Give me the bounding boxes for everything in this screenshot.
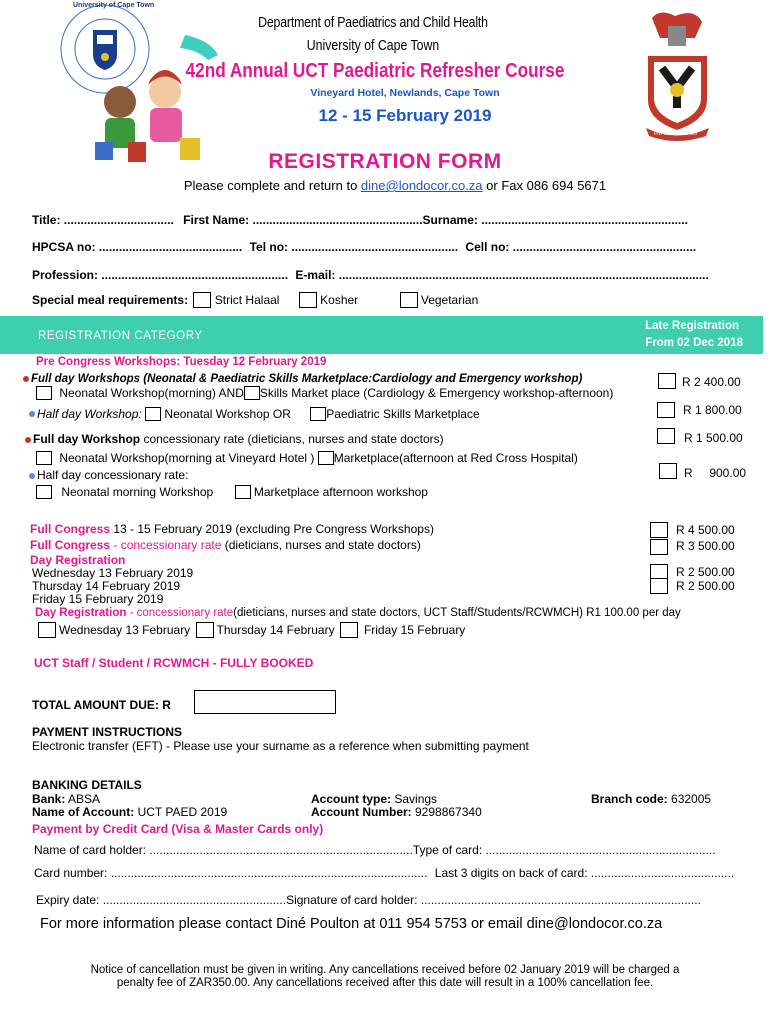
vegetarian-checkbox[interactable] — [400, 292, 418, 308]
card-row-3 — [36, 893, 701, 907]
full-day-workshop-label: Full day Workshops (Neonatal & Paediatric Skills Marketplace:Cardiology and Emergency workshop) — [31, 373, 583, 385]
kosher-checkbox[interactable] — [299, 292, 317, 308]
full-day-workshop-row — [23, 373, 582, 385]
halaal-label: Strict Halaal — [214, 293, 280, 307]
total-amount-input[interactable] — [194, 690, 336, 714]
day-reg-price-1: R 2 500.00 — [676, 565, 735, 579]
expiry-field[interactable]: Expiry date: ....................................................... — [36, 893, 287, 907]
title-field[interactable]: Title: ................................. — [32, 213, 174, 227]
day-conc-wed-checkbox[interactable] — [38, 622, 56, 638]
event-dates: 12 - 15 February 2019 — [318, 106, 492, 125]
full-congress-conc-row — [30, 538, 421, 552]
venue: Vineyard Hotel, Newlands, Cape Town — [310, 87, 500, 99]
day-conc-thu-checkbox[interactable] — [196, 622, 214, 638]
halaal-checkbox[interactable] — [193, 292, 211, 308]
branch-code-value: 632005 — [667, 792, 712, 806]
banking-heading: BANKING DETAILS — [32, 778, 142, 792]
meal-row — [32, 292, 478, 308]
late-registration-date: From 02 Dec 2018 — [645, 337, 743, 349]
conc-rest: (dieticians, nurses and state doctors) — [221, 538, 421, 552]
account-name-line — [32, 805, 227, 819]
form-title: REGISTRATION FORM — [268, 150, 502, 173]
full-congress-label: Full Congress — [30, 522, 111, 536]
half-skills-label: Paediatric Skills Marketplace — [326, 406, 480, 421]
neonatal-morning-checkbox[interactable] — [36, 386, 52, 400]
dept-title: Department of Paediatrics and Child Health — [258, 14, 488, 31]
skills-afternoon-label: Skills Market place (Cardiology & Emergency workshop-afternoon) — [259, 385, 614, 400]
conc-dash: - — [110, 538, 121, 552]
conc-workshop-price: R 1 500.00 — [684, 431, 743, 445]
conc-marketplace-label: Marketplace(afternoon at Red Cross Hospital) — [333, 450, 578, 465]
card-type-field[interactable]: Type of card: ..................................................................... — [412, 843, 716, 857]
full-congress-conc-checkbox[interactable] — [650, 539, 668, 555]
seal-text: University of Cape Town — [73, 2, 155, 9]
half-conc-label: Half day concessionary rate: — [37, 468, 189, 482]
instr-email-link[interactable]: dine@londocor.co.za — [360, 178, 483, 193]
half-neonatal-label: Neonatal Workshop OR — [164, 406, 291, 421]
conc-neonatal-label: Neonatal Workshop(morning at Vineyard Hotel ) — [59, 450, 315, 465]
account-name-label: Name of Account: — [32, 805, 135, 819]
cell-field[interactable]: Cell no: ....................................................... — [465, 240, 697, 254]
workshops-heading: Pre Congress Workshops: Tuesday 12 February 2019 — [36, 356, 327, 368]
day-reg-checkbox-2[interactable] — [650, 578, 668, 594]
tel-field[interactable]: Tel no: .................................................. — [249, 240, 459, 254]
personal-row-2 — [32, 240, 696, 254]
card-holder-field[interactable]: Name of card holder: ............................................................................... — [34, 843, 413, 857]
account-number-line — [311, 805, 482, 819]
total-amount-label: TOTAL AMOUNT DUE: R — [32, 698, 171, 712]
day-conc-wed-label: Wednesday 13 February — [59, 623, 191, 637]
account-number-label: Account Number: — [311, 805, 412, 819]
day-conc-mag: - concessionary rate — [126, 607, 234, 619]
day-conc-label: Day Registration — [35, 607, 127, 619]
full-congress-conc-label: Full Congress — [30, 538, 111, 552]
half-conc-marketplace-checkbox[interactable] — [235, 485, 251, 499]
account-number-value: 9298867340 — [411, 805, 482, 819]
conc-options-row — [36, 450, 578, 465]
red-bullet-icon — [23, 376, 29, 382]
day-conc-options-row — [38, 622, 465, 638]
cancellation-notice-1: Notice of cancellation must be given in writing. Any cancellations received before 02 January 2019 will be charged a — [90, 964, 680, 976]
personal-row-3 — [32, 268, 709, 282]
card-row-2 — [34, 866, 734, 880]
account-type-label: Account type: — [311, 792, 392, 806]
course-title: 42nd Annual UCT Paediatric Refresher Course — [185, 60, 565, 82]
card-number-field[interactable]: Card number: ............................................................................................... — [34, 866, 428, 880]
half-day-label: Half day Workshop: — [37, 406, 142, 421]
day-conc-fri-label: Friday 15 February — [363, 623, 466, 637]
surname-field[interactable]: Surname: .............................................................. — [422, 213, 688, 227]
half-conc-neonatal-label: Neonatal morning Workshop — [61, 484, 214, 499]
conc-neonatal-checkbox[interactable] — [36, 451, 52, 465]
day-conc-rest: (dieticians, nurses and state doctors, UCT Staff/Students/RCWMCH) R1 100.00 per day — [233, 607, 681, 619]
payment-heading: PAYMENT INSTRUCTIONS — [32, 725, 183, 739]
blue-bullet-icon — [29, 411, 35, 417]
half-conc-price: R 900.00 — [684, 466, 747, 480]
bank-value: ABSA — [65, 792, 101, 806]
branch-code-line — [591, 792, 711, 806]
form-instructions — [0, 178, 770, 193]
half-day-price: R 1 800.00 — [683, 403, 742, 417]
email-field[interactable]: E-mail: ............................................................................................................... — [295, 268, 709, 282]
account-type-value: Savings — [391, 792, 438, 806]
conc-workshop-bold: Full day Workshop — [33, 432, 141, 446]
profession-field[interactable]: Profession: ........................................................ — [32, 268, 289, 282]
vegetarian-label: Vegetarian — [420, 293, 479, 307]
branch-code-label: Branch code: — [591, 792, 668, 806]
first-name-field[interactable]: First Name: ................................................... — [183, 213, 423, 227]
full-day-workshop-checkbox[interactable] — [658, 373, 676, 389]
concessionary-workshop-row — [25, 432, 444, 446]
conc-marketplace-checkbox[interactable] — [318, 451, 334, 465]
half-day-price-checkbox[interactable] — [657, 402, 675, 418]
university-title: University of Cape Town — [306, 37, 440, 54]
credit-card-heading: Payment by Credit Card (Visa & Master Cards only) — [32, 822, 324, 836]
conc-workshop-rest: concessionary rate (dieticians, nurses and state doctors) — [140, 432, 444, 446]
card-last3-field[interactable]: Last 3 digits on back of card: ........................................... — [434, 866, 735, 880]
day-conc-row — [35, 607, 681, 619]
cancellation-notice-2: penalty fee of ZAR350.00. Any cancellations received after this date will result in a 100% cancellation fee. — [116, 977, 654, 989]
blue-bullet-icon — [29, 473, 35, 479]
personal-row-1 — [32, 213, 688, 227]
card-row-1 — [34, 843, 716, 857]
red-bullet-icon — [25, 437, 31, 443]
signature-field[interactable]: Signature of card holder: .................................................................................... — [286, 893, 701, 907]
meal-label: Special meal requirements: — [32, 293, 189, 307]
bank-label: Bank: — [32, 792, 66, 806]
payment-text: Electronic transfer (EFT) - Please use your surname as a reference when submitting payment — [32, 739, 529, 753]
children-painting-illustration — [80, 30, 220, 165]
full-day-options-row — [36, 385, 613, 400]
day-friday: Friday 15 February 2019 — [32, 592, 164, 606]
hpcsa-field[interactable]: HPCSA no: ........................................... — [32, 240, 243, 254]
half-day-workshop-row — [29, 406, 480, 421]
full-day-workshop-price: R 2 400.00 — [682, 375, 741, 389]
day-wednesday: Wednesday 13 February 2019 — [32, 566, 194, 580]
full-congress-checkbox[interactable] — [650, 522, 668, 538]
day-conc-fri-checkbox[interactable] — [340, 622, 358, 638]
day-thursday: Thursday 14 February 2019 — [32, 579, 181, 593]
day-registration-heading: Day Registration — [30, 553, 126, 567]
rcwmch-crest-logo — [640, 8, 715, 143]
late-registration-label: Late Registration — [645, 320, 739, 332]
half-conc-options-row — [36, 484, 428, 499]
instr-pre: Please complete and return to — [183, 178, 361, 193]
kosher-label: Kosher — [320, 293, 359, 307]
uct-staff-fully-booked: UCT Staff / Student / RCWMCH - FULLY BOOKED — [34, 656, 314, 670]
account-type-line — [311, 792, 437, 806]
neonatal-morning-label: Neonatal Workshop(morning) AND — [59, 385, 244, 400]
registration-category-bar — [0, 316, 763, 354]
full-congress-price: R 4 500.00 — [676, 523, 735, 537]
half-skills-checkbox[interactable] — [310, 407, 326, 421]
conc-workshop-checkbox[interactable] — [657, 428, 675, 444]
conc-rate-label: concessionary rate — [120, 538, 222, 552]
half-neonatal-checkbox[interactable] — [145, 407, 161, 421]
full-congress-rest: 13 - 15 February 2019 (excluding Pre Congress Workshops) — [110, 522, 434, 536]
full-congress-row — [30, 522, 434, 536]
account-name-value: UCT PAED 2019 — [134, 805, 228, 819]
half-conc-price-checkbox[interactable] — [659, 463, 677, 479]
day-conc-thu-label: Thursday 14 February — [216, 623, 335, 637]
bank-line — [32, 792, 100, 806]
full-congress-conc-price: R 3 500.00 — [676, 539, 735, 553]
instr-post: or Fax 086 694 5671 — [482, 178, 607, 193]
crest-motto: Pro Cura Puerorum — [654, 131, 698, 137]
half-conc-marketplace-label: Marketplace afternoon workshop — [253, 484, 428, 499]
day-reg-price-2: R 2 500.00 — [676, 579, 735, 593]
skills-afternoon-checkbox[interactable] — [244, 386, 260, 400]
half-conc-neonatal-checkbox[interactable] — [36, 485, 52, 499]
category-heading: REGISTRATION CATEGORY — [38, 330, 203, 342]
half-conc-row — [29, 468, 188, 482]
contact-info: For more information please contact Diné Poulton at 011 954 5753 or email dine@londocor.co.za — [40, 916, 663, 932]
